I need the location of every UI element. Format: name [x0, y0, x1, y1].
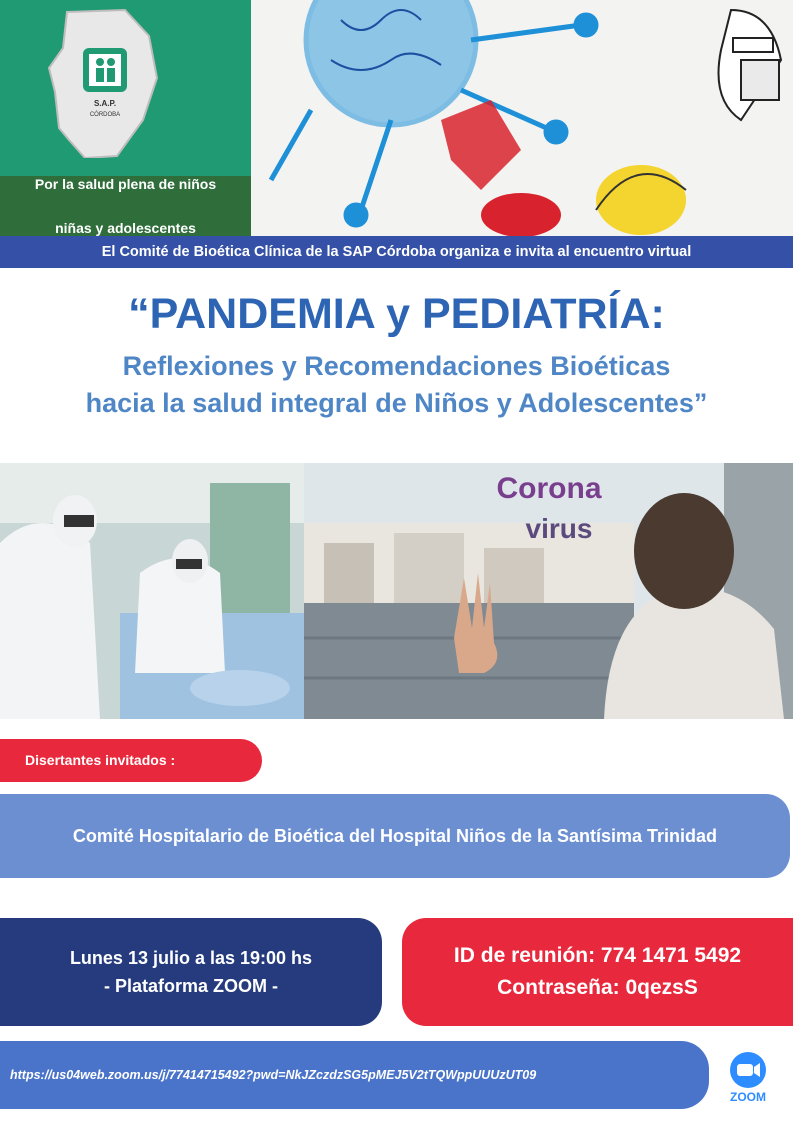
zoom-link-bar[interactable]: [0, 1041, 709, 1109]
meeting-info-box: [402, 918, 793, 1026]
zoom-label: ZOOM: [730, 1090, 766, 1104]
event-subtitle: [0, 348, 793, 422]
hospital-photo: [0, 463, 304, 719]
speakers-label-pill: [0, 739, 262, 782]
zoom-link[interactable]: https://us04web.zoom.us/j/77414715492?pwd=NkJZczdzSG5pMEJ5V2tTQWppUUUzUT09: [10, 1068, 537, 1082]
zoom-icon: [718, 1046, 778, 1106]
committee-name: Comité Hospitalario de Bioética del Hospital Niños de la Santísima Trinidad: [0, 794, 790, 878]
logo-city: CÓRDOBA: [89, 112, 121, 118]
speakers-label: Disertantes invitados :: [25, 752, 176, 768]
slogan-line-2: niñas y adolescentes: [55, 220, 196, 236]
slogan: [0, 176, 251, 236]
logo-org-name: S.A.P.: [93, 99, 117, 108]
meeting-id: ID de reunión: 774 1471 5492: [453, 944, 742, 967]
photo-text-virus: virus: [525, 513, 593, 544]
sap-cordoba-logo: [45, 8, 163, 158]
event-date-box: [0, 918, 382, 1026]
child-window-photo: [304, 463, 793, 719]
invitation-banner: El Comité de Bioética Clínica de la SAP Córdoba organiza e invita al encuentro virtual: [0, 236, 793, 268]
slogan-line-1: Por la salud plena de niños: [34, 176, 217, 192]
event-title: “PANDEMIA y PEDIATRÍA:: [128, 290, 665, 338]
meeting-password: Contraseña: 0qezsS: [497, 976, 698, 999]
photo-text-corona: Corona: [496, 472, 602, 505]
subtitle-line-1: Reflexiones y Recomendaciones Bioéticas: [122, 351, 671, 381]
subtitle-line-2: hacia la salud integral de Niños y Adolescentes”: [85, 388, 708, 418]
event-platform: - Plataforma ZOOM -: [103, 976, 278, 996]
virus-illustration: [251, 0, 793, 236]
event-date: Lunes 13 julio a las 19:00 hs: [69, 948, 313, 968]
